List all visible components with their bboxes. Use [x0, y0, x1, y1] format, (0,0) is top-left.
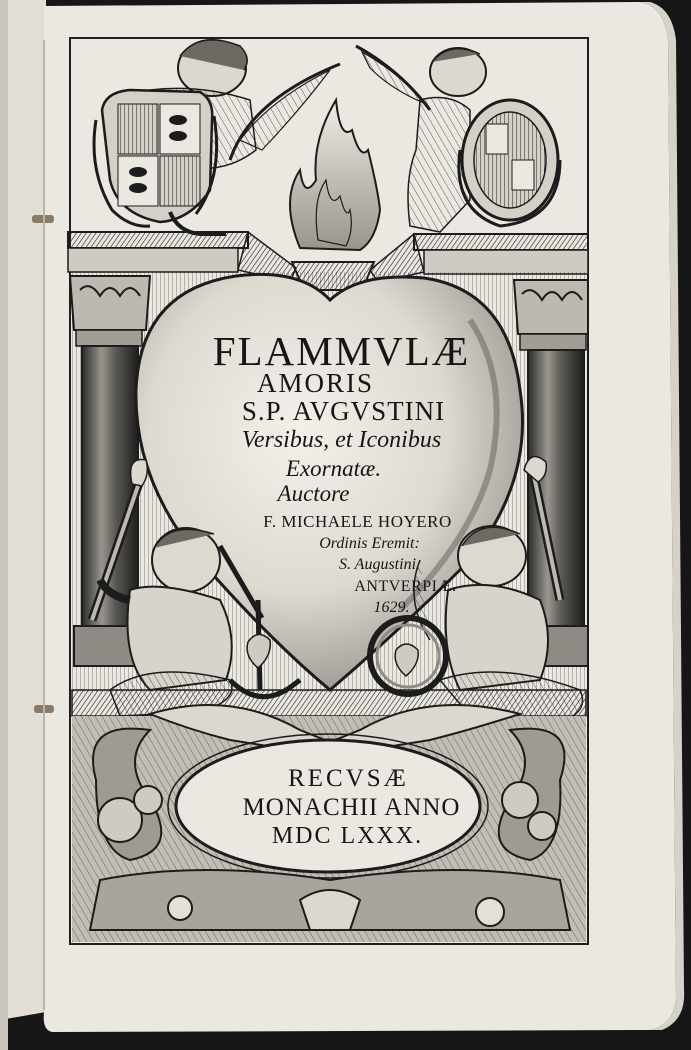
- author-order-line2: S. Augustini.: [338, 556, 421, 573]
- author-order: Ordinis Eremit:: [319, 535, 420, 552]
- title-line-amoris: AMORIS: [256, 368, 375, 398]
- auctore-label: Auctore: [277, 481, 350, 506]
- cartouche-line-date: MDC LXXX.: [271, 823, 424, 849]
- cartouche-line-recusae: RECVSÆ: [288, 765, 409, 792]
- title: FLAMMVLÆ: [212, 328, 471, 374]
- cartouche-line-monachii: MONACHII ANNO: [242, 794, 461, 821]
- publication-year: 1629.: [373, 599, 410, 616]
- subtitle-versibus: Versibus, et Iconibus: [241, 427, 442, 453]
- publication-place: ANTVERPIÆ.: [354, 578, 457, 595]
- author-name: F. MICHAELE HOYERO: [263, 512, 452, 531]
- title-line-augustini: S.P. AVGVSTINI: [241, 396, 446, 426]
- subtitle-exornatae: Exornatæ.: [285, 456, 382, 481]
